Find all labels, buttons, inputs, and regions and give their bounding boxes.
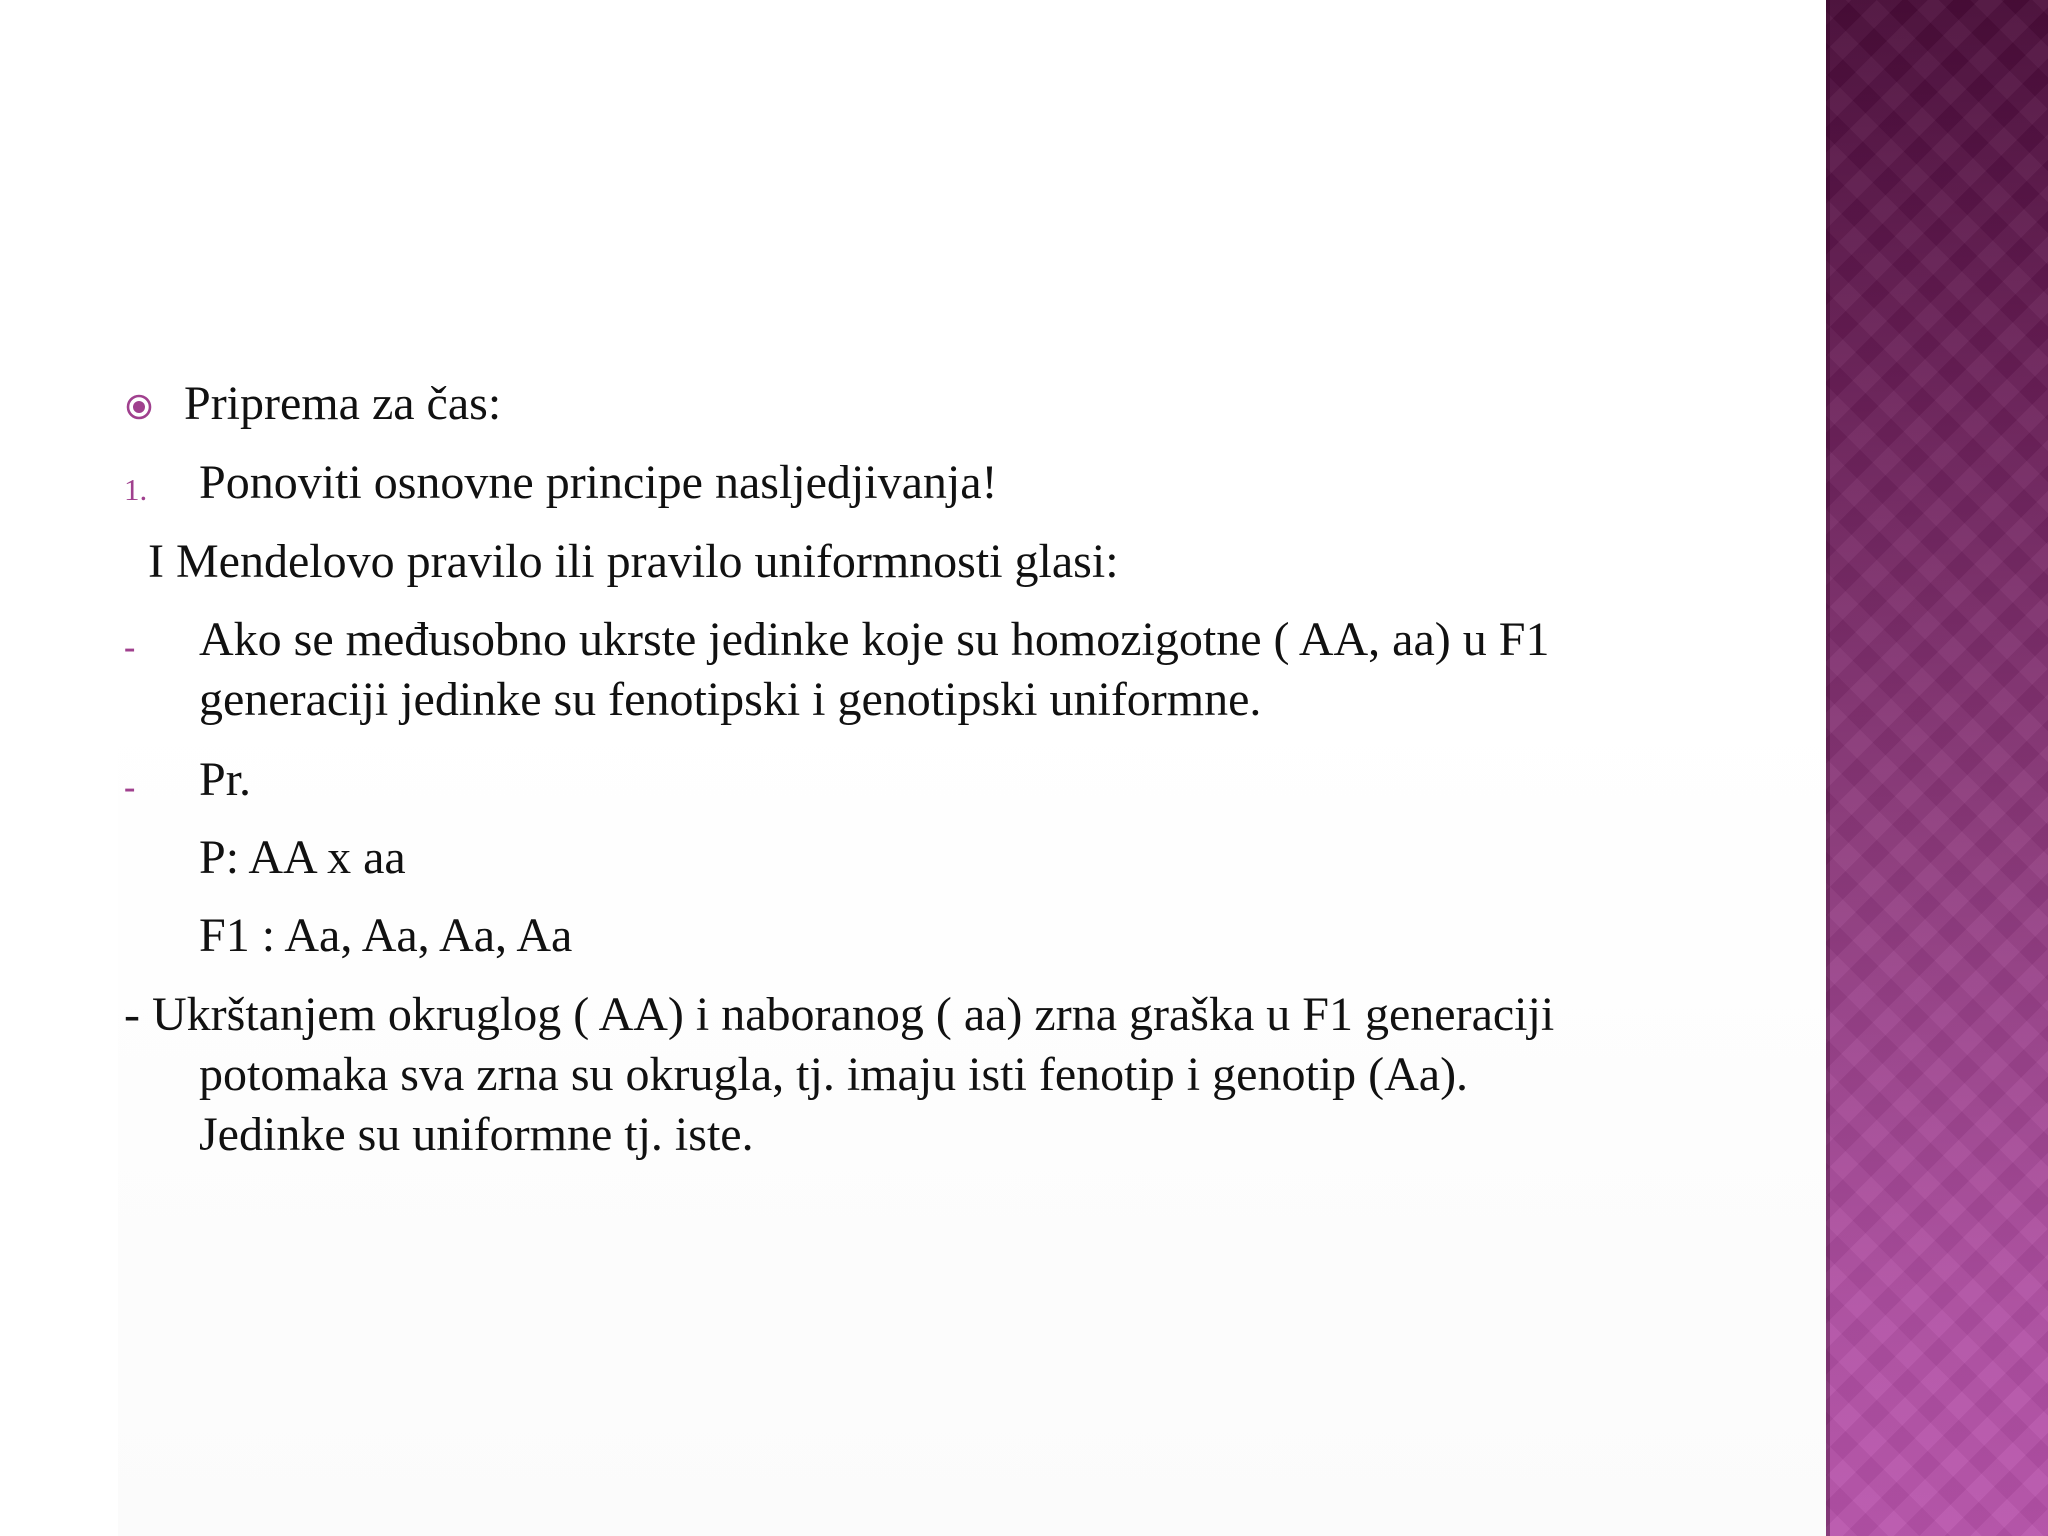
cross-parents: P: AA x aa [199,831,406,884]
cross-f1: F1 : Aa, Aa, Aa, Aa [199,909,573,962]
dash-marker-2: - [124,769,136,806]
band-texture [1826,0,2048,1536]
mendel-rule-heading: I Mendelovo pravilo ili pravilo uniformnosti glasi: [148,535,1119,588]
decorative-side-band [1826,0,2048,1536]
band-edge [1826,0,1830,1536]
list-number-1: 1. [124,472,148,507]
item1-text: Ponoviti osnovne principe nasljedjivanja! [199,456,998,509]
example-line3: Jedinke su uniformne tj. iste. [199,1108,754,1161]
content-area [118,0,1826,1536]
dash2-text: Pr. [199,753,252,806]
dash1-line2: generaciji jedinke su fenotipski i genotipski uniformne. [199,673,1262,726]
priprema-heading: Priprema za čas: [184,377,502,430]
example-line1: - Ukrštanjem okruglog ( AA) i naboranog ( aa) zrna graška u F1 generaciji [124,988,1555,1041]
circled-dot-icon [125,393,153,421]
example-line2: potomaka sva zrna su okrugla, tj. imaju isti fenotip i genotip (Aa). [199,1048,1469,1101]
dash-marker-1: - [124,629,136,666]
dash1-line1: Ako se međusobno ukrste jedinke koje su homozigotne ( AA, aa) u F1 [199,613,1550,666]
